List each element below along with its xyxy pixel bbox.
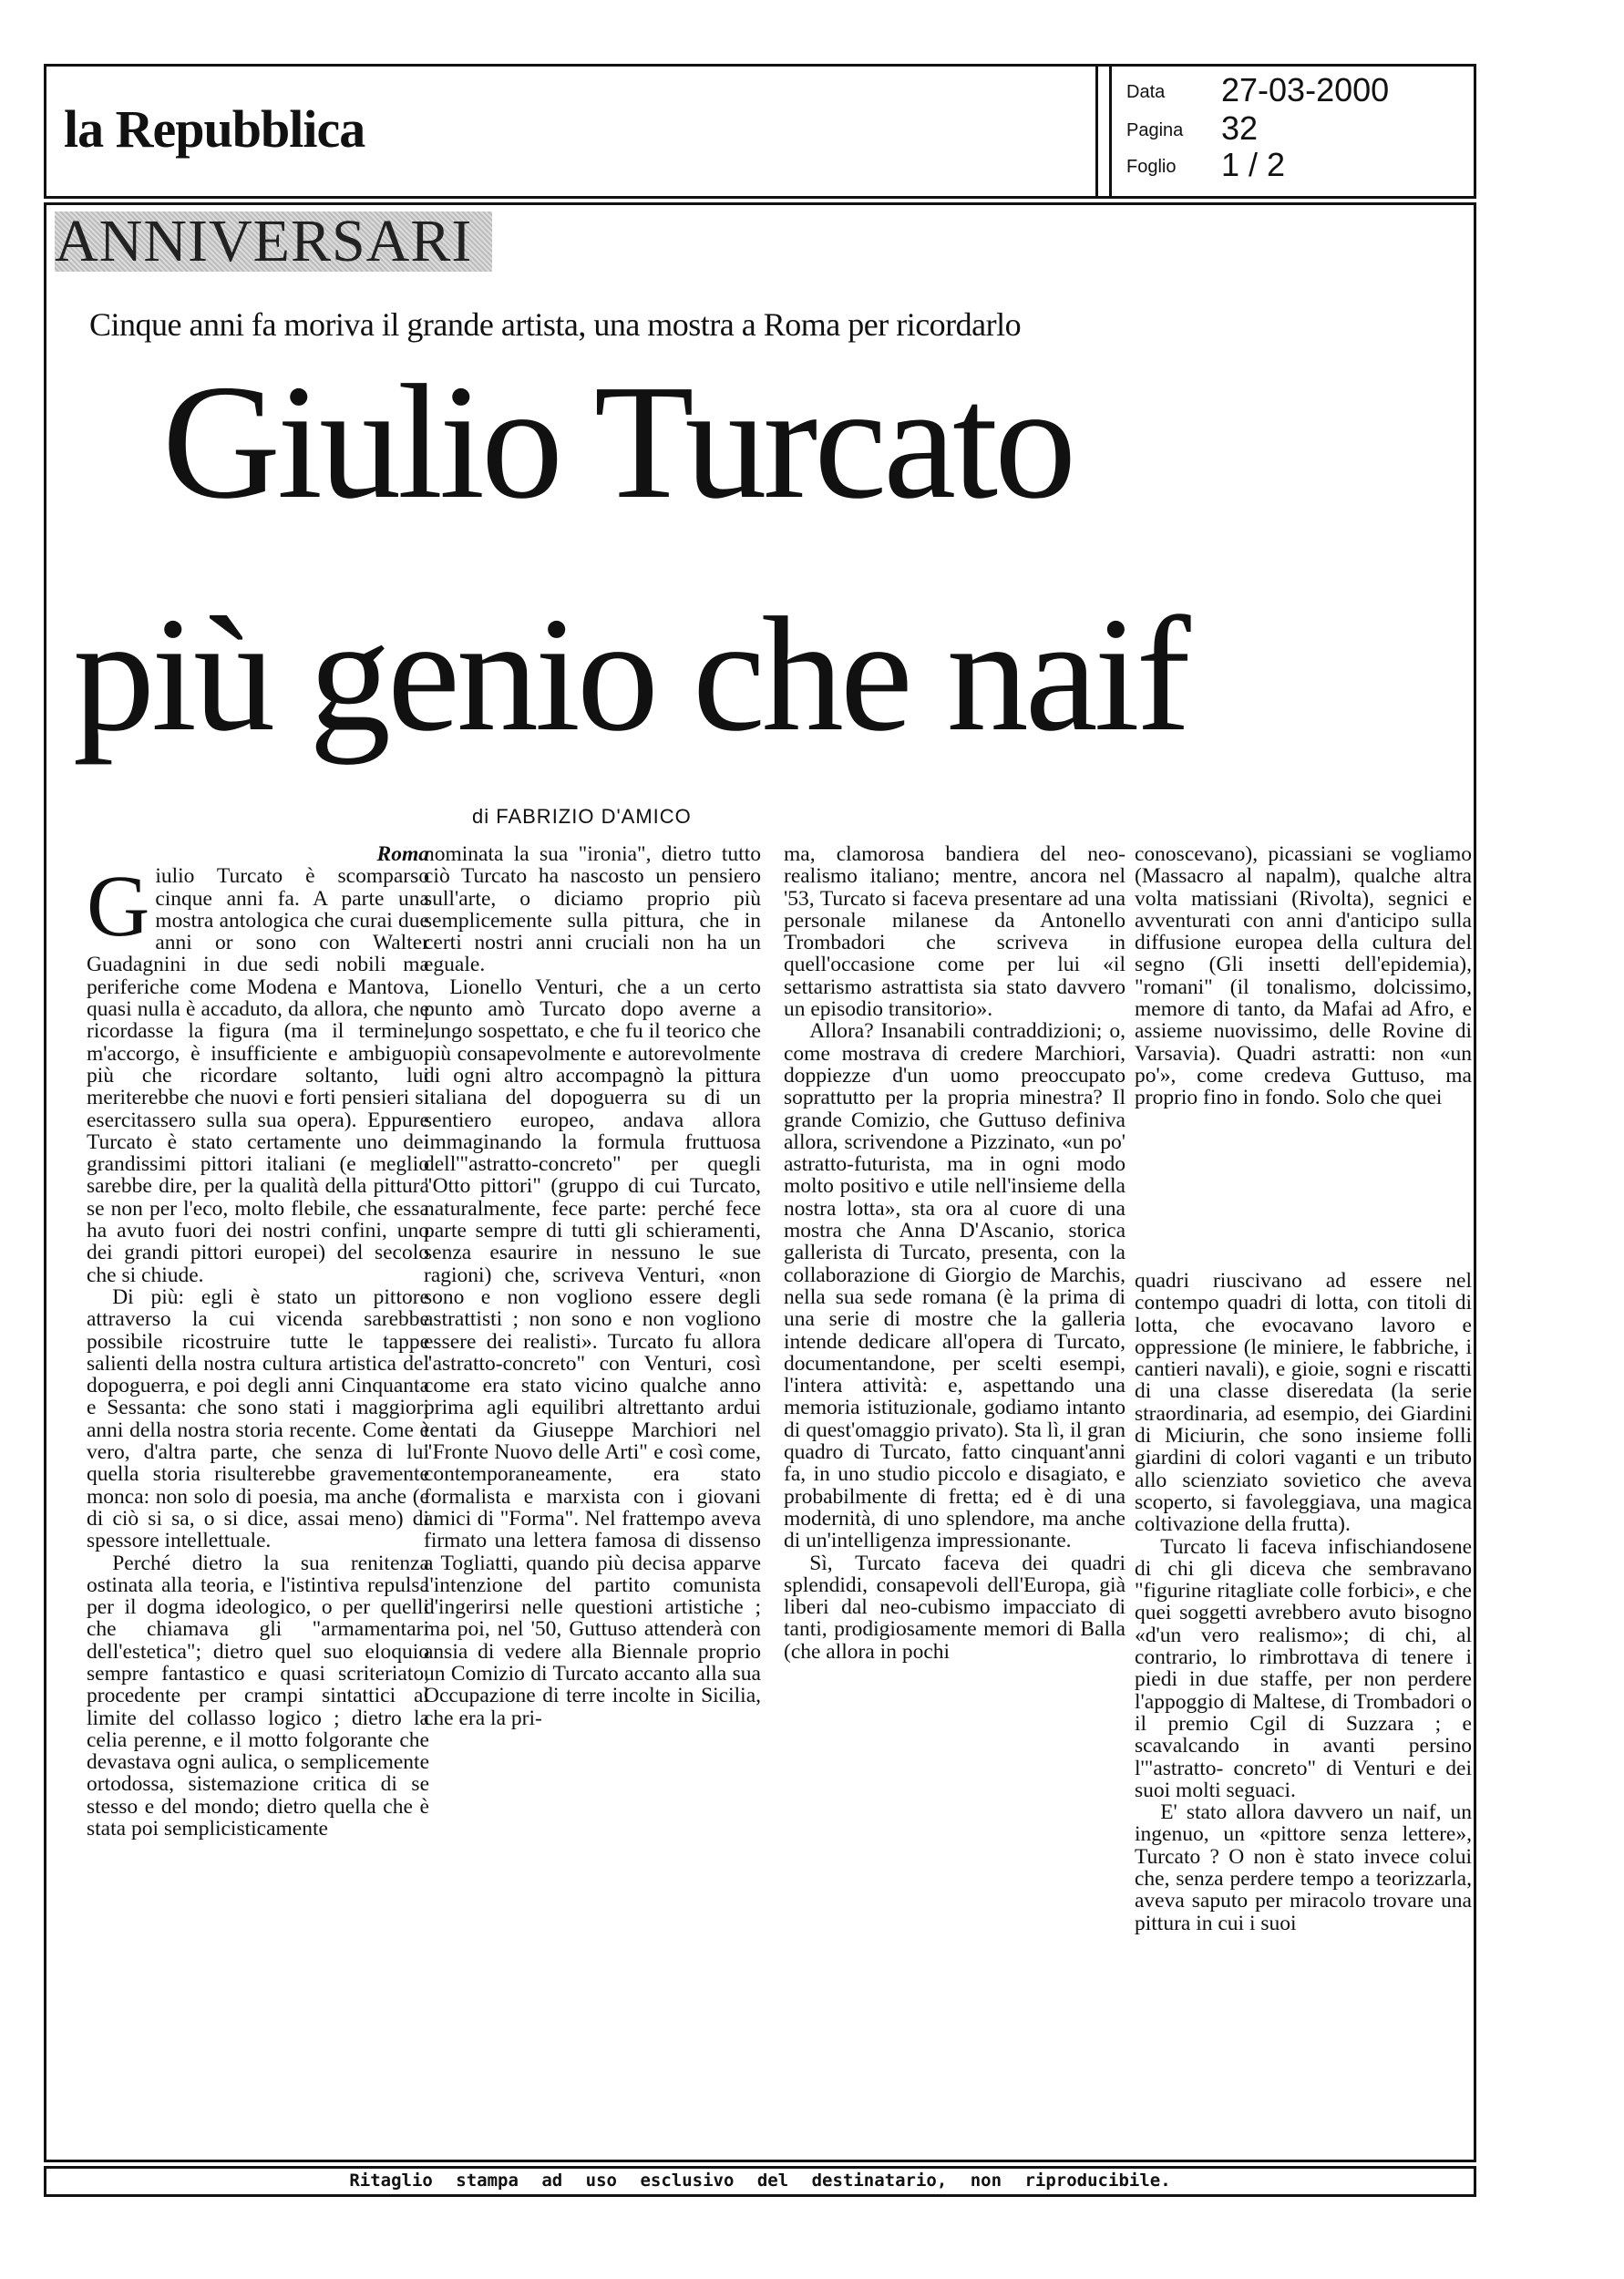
paragraph: Sì, Turcato faceva dei quadri splendidi, consapevoli dell'Europa, già liberi dal neo-cubismo impacciato di tanti, prodigiosamente memori di Balla (che allora in pochi [784, 1551, 1125, 1664]
paragraph: Perché dietro la sua renitenza ostinata alla teoria, e l'istintiva repulsa per il dogma ideologico, o per quelli che chiamava gli "armamentari dell'estetica"; dietro quel suo eloquio sempre fantastico e quasi scriteriato, procedente per crampi sintattici al limite del collasso logico ; dietro la celia perenne, e il motto folgorante che devastava ogni aulica, o semplicemente ortodossa, sistemazione critica di se stesso e del mondo; dietro quella che è stata poi semplicisticamente [87, 1551, 429, 1841]
paragraph: Di più: egli è stato un pittore attraverso la cui vicenda sarebbe possibile ricostruire tutte le tappe salienti della nostra cultura artistica del dopoguerra, e poi degli anni Cinquanta e Sessanta: che sono stati i maggiori anni della nostra storia recente. Come è vero, d'altra parte, che senza di lui quella storia risulterebbe gravemente monca: non solo di poesia, ma anche (e di ciò si sa, o si dice, assai meno) di spessore intellettuale. [87, 1284, 429, 1553]
pagina-value: 32 [1221, 109, 1259, 147]
foglio-label: Foglio [1126, 157, 1177, 177]
article-column-4-bottom [1135, 1270, 1472, 2138]
data-value: 27-03-2000 [1221, 71, 1390, 108]
paragraph [87, 857, 429, 1287]
paragraph: nominata la sua "ironia", dietro tutto ciò Turcato ha nascosto un pensiero sull'arte, o diciamo proprio più semplicemente sulla pittura, che in certi nostri anni cruciali non ha un eguale. [424, 843, 761, 977]
paragraph: Lionello Venturi, che a un certo punto amò Turcato dopo averne a lungo sospettato, e che fu il teorico che più consapevolmente e autorevolmente di ogni altro accompagnò la pittura italiana del dopoguerra su di un sentiero europeo, andava allora immaginando la formula fruttuosa dell'"astratto-concreto" per quegli "Otto pittori" (gruppo di cui Turcato, naturalmente, fece parte: perché fece parte sempre di tutti gli schieramenti, senza esaurire in nessuno le sue ragioni) che, scriveva Venturi, «non sono e non vogliono essere degli astrattisti ; non sono e non vogliono essere dei realisti». Turcato fu allora "astratto-concreto" con Venturi, così come era stato vicino qualche anno prima agli equilibri altrettanto ardui tentati da Giuseppe Marchiori nel "Fronte Nuovo delle Arti" e così come, contemporaneamente, era stato formalista e marxista con i giovani amici di "Forma". Nel frattempo aveva firmato una lettera famosa di dissenso a Togliatti, quando più decisa apparve l'intenzione del partito comunista d'ingerirsi nelle questioni artistiche ; ma poi, nel '50, Guttuso attenderà con ansia di vedere alla Biennale proprio un Comizio di Turcato accanto alla sua Occupazione di terre incolte in Sicilia, che era la pri- [424, 975, 761, 1730]
byline: di FABRIZIO D'AMICO [472, 805, 692, 828]
article-title-line-2: più genio che naif [73, 583, 1187, 765]
paragraph: Turcato li faceva infischiandosene di chi gli diceva che sembravano "figurine ritagliate colle forbici», e che quei soggetti avrebbero avuto bisogno «d'un vero realismo»; di chi, al contrario, lo rimbrottava di tenere i piedi in due staffe, per non perdere l'appoggio di Maltese, di Trombadori o il premio Cgil di Suzzara ; e scavalcando in avanti persino l'"astratto- concreto" di Venturi e dei suoi molti seguaci. [1135, 1534, 1472, 1802]
section-label: ANNIVERSARI [55, 211, 492, 272]
paragraph: Allora? Insanabili contraddizioni; o, come mostrava di credere Marchiori, doppiezze d'un uomo preoccupato soprattutto per la propria minestra? Il grande Comizio, che Guttuso definiva allora, scrivendone a Pizzinato, «un po' astratto-futurista, ma in ogni modo molto positivo e utile nell'insieme della nostra lotta», sta ora al cuore di una mostra che Anna D'Ascanio, storica gallerista di Turcato, presenta, con la collaborazione di Giorgio de Marchis, nella sua sede romana (è la prima di una serie di mostre che la galleria intende dedicare all'opera di Turcato, documentandone, per scelti esempi, l'intera attività: e, aspettando una memoria istituzionale, godiamo intanto di quest'omaggio privato). Sta lì, il gran quadro di Turcato, fatto cinquant'anni fa, in uno studio piccolo e disagiato, e probabilmente di fretta; ed è di una modernità, di uno splendore, ma anche di un'intelligenza impressionante. [784, 1019, 1125, 1553]
article-column-4-top [1135, 843, 1472, 1244]
data-label: Data [1126, 82, 1166, 102]
drop-cap: G [87, 857, 150, 955]
article-column-1 [87, 843, 429, 2138]
dateline-place: Roma [376, 843, 429, 866]
header-divider [1095, 64, 1112, 199]
paragraph: ma, clamorosa bandiera del neo-realismo italiano; mentre, ancora nel '53, Turcato si faceva presentare ad una personale milanese da Antonello Trombadori che scriveva in quell'occasione come per lui «il settarismo astrattista sia stato davvero un episodio transitorio». [784, 843, 1125, 1022]
paragraph: quadri riuscivano ad essere nel contempo quadri di lotta, con titoli di lotta, che evocavano lavoro e oppressione (le miniere, le fabbriche, i cantieri navali), e gioie, sogni e riscatti di una classe diseredata (la serie straordinaria, ad esempio, dei Giardini di Miciurin, che sono insieme folli giardini di colori vaganti e un tributo allo scienziato sovietico che aveva scoperto, si favoleggiava, una magica coltivazione della frutta). [1135, 1270, 1472, 1537]
paragraph: E' stato allora davvero un naif, un ingenuo, un «pittore senza lettere», Turcato ? O non è stato invece colui che, senza perdere tempo a teorizzarla, aveva saputo per miracolo trovare una pittura in cui i suoi [1135, 1800, 1472, 1935]
pagina-label: Pagina [1126, 120, 1184, 140]
paragraph: conoscevano), picassiani se vogliamo (Massacro al napalm), qualche altra volta matissiani (Rivolta), segnici e avventurati con anni d'anticipo sulla diffusione europea della cultura del segno (Gli insetti dell'epidemia), "romani" (il tonalismo, dolcissimo, memore di tanto, da Mafai ad Afro, e assieme nuovissimo, delle Rovine di Varsavia). Quadri astratti: non «un po'», come credeva Guttuso, ma proprio fino in fondo. Solo che quei [1135, 843, 1472, 1110]
paragraph-text: iulio Turcato è scomparso cinque anni fa. A parte una mostra antologica che curai due anni or sono con Walter Guadagnini in due sedi nobili ma periferiche come Modena e Mantova, quasi nulla è accaduto, da allora, che ne ricordasse la figura (ma il termine, m'accorgo, è insufficiente e ambiguo: più che ricordare soltanto, lui meriterebbe che nuovi e forti pensieri si esercitassero sulla sua opera). Eppure Turcato è stato certamente uno dei grandissimi pittori italiani (e meglio sarebbe dire, per la qualità della pittura se non per l'eco, molto flebile, che essa ha avuto fuori dei nostri confini, uno dei grandi pittori europei) del secolo che si chiude. [87, 864, 429, 1287]
article-subtitle: Cinque anni fa moriva il grande artista, una mostra a Roma per ricordarlo [89, 306, 1022, 343]
footer-notice: Ritaglio stampa ad uso esclusivo del destinatario, non riproducibile. [349, 2171, 1171, 2191]
article-column-3 [784, 843, 1125, 2138]
foglio-value: 1 / 2 [1221, 146, 1286, 183]
masthead-logo: la Repubblica [64, 99, 365, 159]
article-column-2 [424, 843, 761, 2138]
article-title-line-1: Giulio Turcato [162, 351, 1074, 532]
